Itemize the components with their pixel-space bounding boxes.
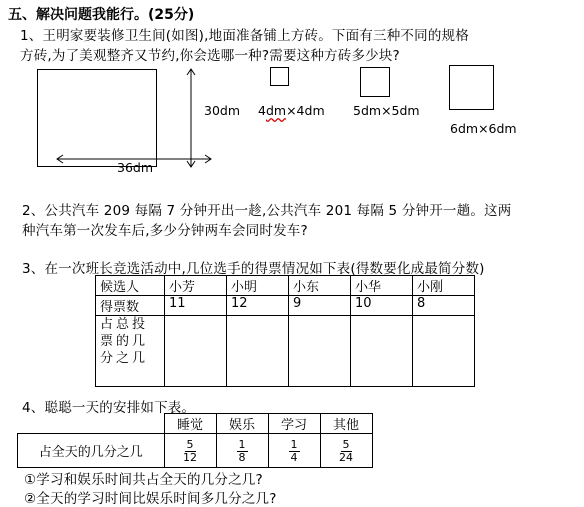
tile-5dm — [360, 67, 390, 97]
votes-label-cell: 得票数 — [96, 296, 165, 316]
q1-line2: 方砖,为了美观整齐又节约,你会选哪一种?需要这种方砖多少块? — [20, 48, 400, 64]
table-header-cell: 小东 — [289, 276, 351, 296]
table-header-cell: 学习 — [268, 414, 320, 434]
tile-4dm-label: 4dm×4dm — [258, 103, 325, 118]
table-cell[interactable] — [227, 316, 289, 387]
table-row — [96, 276, 475, 296]
q2-line1: 2、公共汽车 209 每隔 7 分钟开出一趁,公共汽车 201 每隔 5 分钟开一趟。这两 — [22, 203, 512, 219]
schedule-table — [17, 413, 373, 468]
table-cell: 9 — [289, 296, 351, 316]
q2-line2: 种汽车第一次发车后,多少分钟两车会同时发车? — [22, 223, 308, 239]
table-cell[interactable] — [413, 316, 475, 387]
fraction: $\frac{5}{24}$ — [339, 438, 353, 464]
fraction: $\frac{1}{4}$ — [290, 438, 298, 464]
table-row — [96, 296, 475, 316]
table-cell: 10 — [351, 296, 413, 316]
table-header-cell: 小华 — [351, 276, 413, 296]
table-cell[interactable] — [351, 316, 413, 387]
width-label: 36dm — [117, 160, 154, 175]
tile-6dm-label: 6dm×6dm — [450, 121, 517, 136]
table-cell — [268, 434, 320, 468]
table-header-cell: 小刚 — [413, 276, 475, 296]
table-header-cell: 其他 — [320, 414, 372, 434]
q3-line1: 3、在一次班长竞选活动中,几位选手的得票情况如下表(得数要化成最简分数) — [22, 261, 485, 277]
q4-sub2: ②全天的学习时间比娱乐时间多几分之几? — [24, 491, 277, 507]
table-cell — [164, 434, 216, 468]
table-header-cell: 娱乐 — [216, 414, 268, 434]
height-label: 30dm — [204, 103, 241, 118]
table-cell[interactable] — [289, 316, 351, 387]
q4-sub1: ①学习和娱乐时间共占全天的几分之几? — [24, 472, 263, 488]
section-title: 五、解决问题我能行。(25分) — [8, 7, 195, 23]
tile-5dm-label: 5dm×5dm — [353, 103, 420, 118]
empty-corner-cell — [18, 414, 165, 434]
table-cell: 12 — [227, 296, 289, 316]
table-header-cell: 小明 — [227, 276, 289, 296]
fraction: $\frac{1}{8}$ — [238, 438, 246, 464]
table-row — [18, 434, 373, 468]
table-cell — [320, 434, 372, 468]
table-header-cell: 小芳 — [165, 276, 227, 296]
table-cell[interactable] — [165, 316, 227, 387]
table-cell: 11 — [165, 296, 227, 316]
row-label-cell: 占全天的几分之几 — [18, 434, 165, 468]
q1-line1: 1、王明家要装修卫生间(如图),地面准备铺上方砖。下面有三种不同的规格 — [20, 28, 469, 44]
fraction: $\frac{5}{12}$ — [183, 438, 197, 464]
tile-4dm — [270, 67, 289, 86]
table-header-cell: 睡觉 — [164, 414, 216, 434]
table-row — [18, 414, 373, 434]
table-cell: 8 — [413, 296, 475, 316]
table-cell — [216, 434, 268, 468]
fraction-label-cell: 占总投票的几分之几 — [96, 316, 165, 387]
q4-line1: 4、聪聪一天的安排如下表。 — [22, 400, 196, 416]
table-header-cell: 候选人 — [96, 276, 165, 296]
tile-6dm — [449, 65, 494, 110]
election-table — [95, 275, 475, 387]
table-row — [96, 316, 475, 387]
